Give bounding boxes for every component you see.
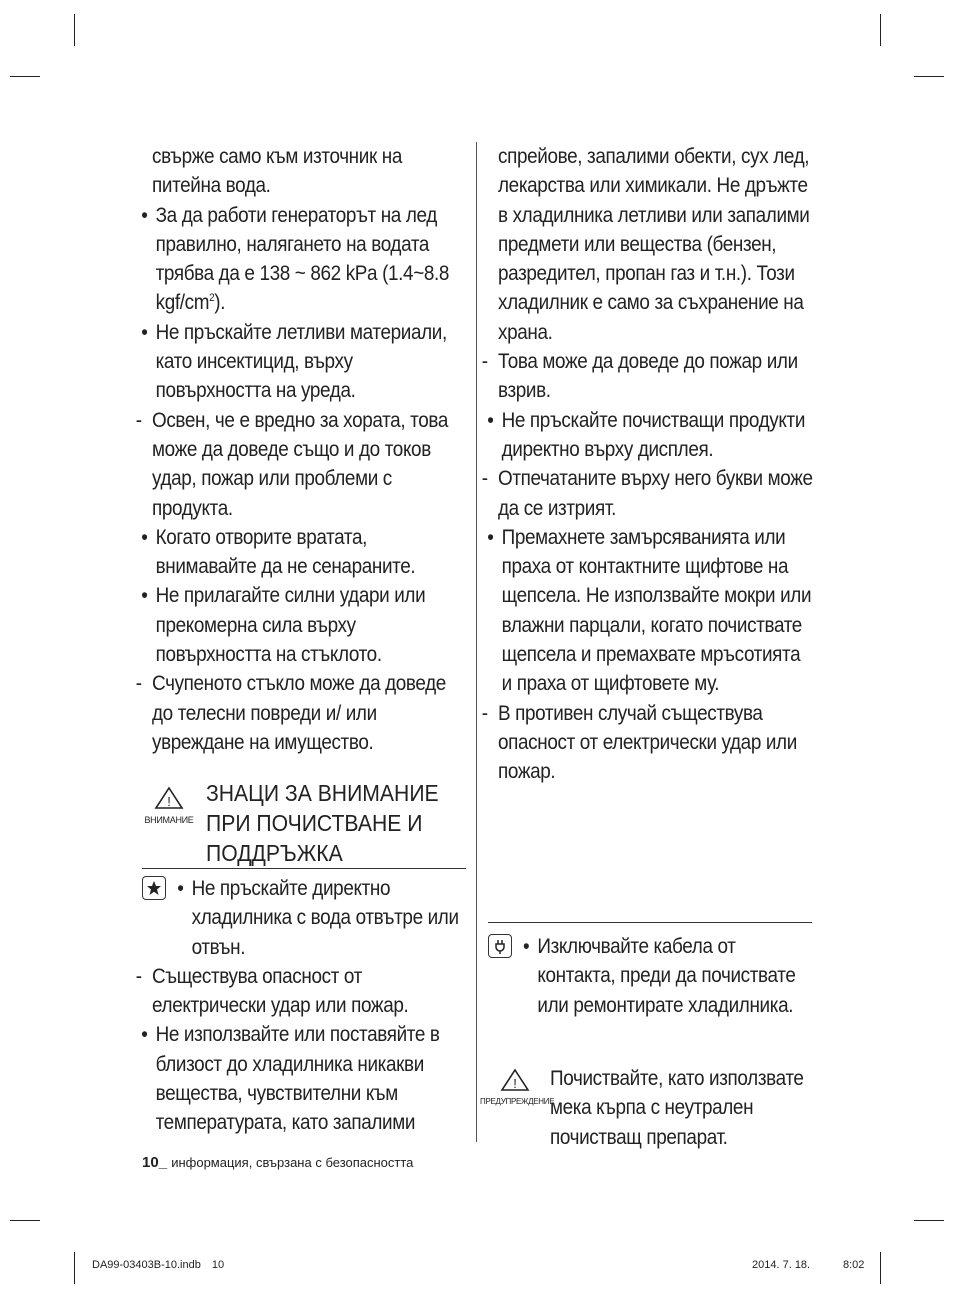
crop-mark xyxy=(74,14,75,46)
unplug-note xyxy=(532,932,818,1020)
page-title: информация, свързана с безопасността xyxy=(171,1155,414,1170)
continuation-text: спрейове, запалими обекти, сух лед, лекарства или химикали. Не дръжте в хладилника летливи или запалими предмети или вещества (бензен, разредител, пропан газ и т.н.). Този хладилник е само за съхранение на храна. xyxy=(498,145,810,344)
bullet-item: • Премахнете замърсяванията или праха от контактните щифтове на щепсела. Не използвайте мокри или влажни парцали, когато почиствате щепсела и премахвате мръсотията и праха от щифтовете му. xyxy=(493,523,815,699)
bullet-item: • Когато отворите вратата, внимавайте да не сенараните. xyxy=(147,523,469,582)
crop-mark xyxy=(10,1220,40,1221)
svg-text:!: ! xyxy=(513,1076,517,1091)
caution-symbol xyxy=(138,786,200,825)
right-column-text xyxy=(498,142,815,787)
section-heading: ЗНАЦИ ЗА ВНИМАНИЕ ПРИ ПОЧИСТВАНЕ И ПОДДРЪЖКА xyxy=(206,780,439,866)
crop-mark xyxy=(914,76,944,77)
svg-text:!: ! xyxy=(167,794,171,809)
dash-item: - Освен, че е вредно за хората, това може да доведе също и до токов удар, пожар или проблеми с продукта. xyxy=(143,406,469,523)
bullet-item: • Не използвайте или поставяйте в близост до хладилника никакви вещества, чувствителни към температурата, като запалими xyxy=(147,1020,469,1137)
bullet-item: • Не пръскайте директно хладилника с вода отвътре или отвън. xyxy=(183,874,469,962)
column-divider xyxy=(476,142,477,1142)
caution-text-block xyxy=(550,1064,820,1152)
left-column-text xyxy=(152,142,469,757)
crop-mark xyxy=(10,76,40,77)
crop-mark xyxy=(880,1252,881,1284)
dash-item: - Съществува опасност от електрически удар или пожар. xyxy=(143,962,469,1021)
dash-item: - Това може да доведе до пожар или взрив. xyxy=(489,347,815,406)
continuation-text: свърже само към източник на питейна вода. xyxy=(152,145,402,198)
unplug-icon xyxy=(488,934,512,958)
bullet-item: • Не прилагайте силни удари или прекомерна сила върху повърхността на стъклото. xyxy=(147,581,469,669)
crop-mark xyxy=(880,14,881,46)
caution-label: ВНИМАНИЕ xyxy=(144,815,194,825)
section-rule xyxy=(488,922,812,923)
dash-item: - Отпечатаните върху него букви може да се изтрият. xyxy=(489,464,815,523)
caution-label: ПРЕДУПРЕЖДЕНИЕ xyxy=(480,1097,555,1106)
caution-text: Почиствайте, като използвате мека кърпа с неутрален почистващ препарат. xyxy=(550,1067,804,1149)
crop-mark xyxy=(74,1252,75,1284)
warning-triangle-icon xyxy=(500,1068,530,1092)
print-file: DA99-03403B-10.indb 10 xyxy=(92,1259,225,1271)
dash-item: - Счупеното стъкло може да доведе до телесни повреди и/ или увреждане на имущество. xyxy=(143,669,469,757)
crop-mark xyxy=(914,1220,944,1221)
bullet-item: • Не пръскайте почистващи продукти директно върху дисплея. xyxy=(493,406,815,465)
caution-symbol xyxy=(480,1068,555,1106)
page-number: 10 xyxy=(142,1154,159,1171)
print-time: 8:02 xyxy=(843,1259,865,1271)
print-date: 2014. 7. 18. xyxy=(752,1259,811,1271)
page-footer: 10_ информация, свързана с безопасността xyxy=(142,1154,414,1171)
heading-rule xyxy=(142,868,466,869)
section-left-text xyxy=(152,874,469,1138)
warning-triangle-icon xyxy=(154,786,184,810)
bullet-item: • За да работи генераторът на лед правилно, налягането на водата трябва да е 138 ~ 862 kPa (1.4~8.8 kgf/$cm^2$). xyxy=(147,201,469,318)
dash-item: - В противен случай съществува опасност от електрически удар или пожар. xyxy=(489,699,815,787)
bullet-item: • Изключвайте кабела от контакта, преди да почиствате или ремонтирате хладилника. xyxy=(528,932,818,1020)
bullet-item: • Не пръскайте летливи материали, като инсектицид, върху повърхността на уреда. xyxy=(147,318,469,406)
